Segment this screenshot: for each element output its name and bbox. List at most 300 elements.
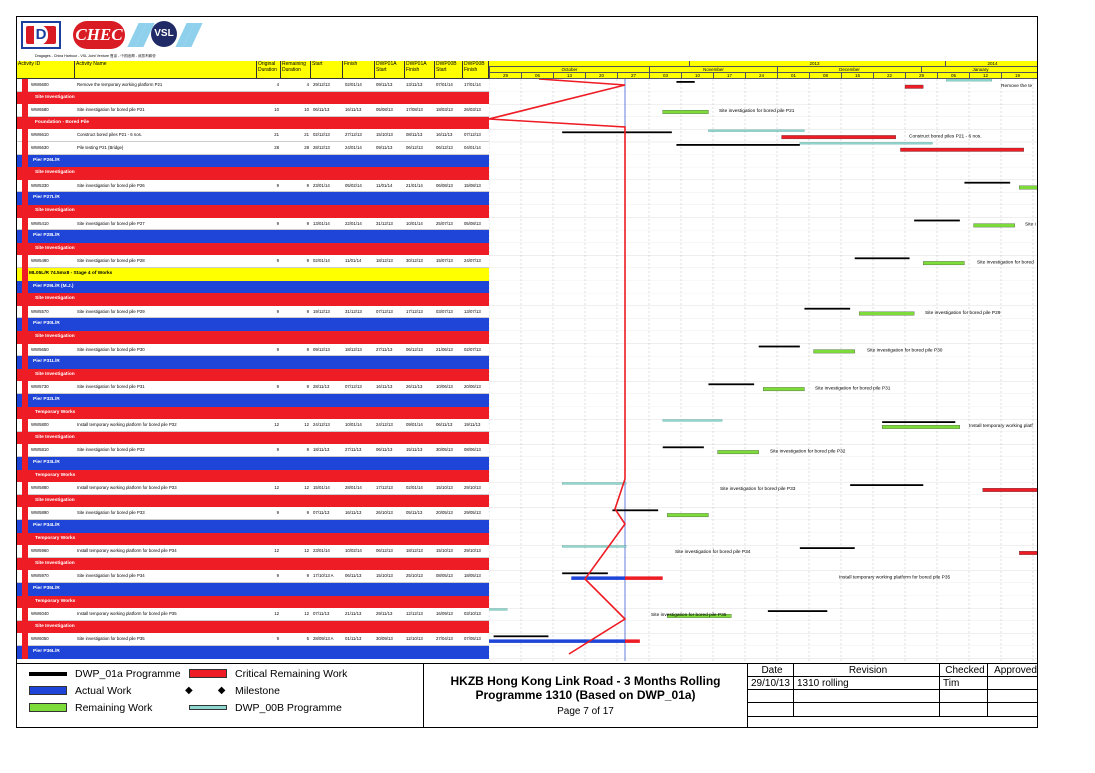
section-group-row: Temporary Works	[17, 407, 489, 420]
cell-start: 09/12/13	[313, 346, 330, 352]
cell-a-finish: 08/11/13	[406, 132, 423, 138]
cell-name: Site investigation for bored pile P28	[77, 258, 145, 264]
cell-a-start: 07/12/13	[376, 308, 393, 314]
activity-row	[17, 570, 489, 583]
cell-start: 07/11/13	[313, 510, 330, 516]
cell-start: 02/12/13	[313, 132, 330, 138]
activity-row	[17, 79, 489, 92]
cell-start: 06/11/13	[313, 107, 330, 113]
week-label: 24	[745, 73, 777, 79]
pier-group-row: Pier P28L/R	[17, 230, 489, 243]
cell-rd: 9	[306, 258, 309, 264]
cell-b-finish: 02/07/13	[464, 346, 481, 352]
activity-row	[17, 419, 489, 432]
cell-a-finish: 02/01/14	[406, 485, 423, 491]
bar-label: Site investigation for bored pile P34	[675, 550, 751, 556]
month-label: December	[777, 67, 921, 73]
gantt-bars	[489, 79, 1038, 661]
cell-rd: 10	[304, 107, 309, 113]
bar-label: Site investigation for bored pile P30	[867, 348, 943, 354]
cell-rd: 12	[304, 422, 309, 428]
legend-dwp01a: DWP_01a Programme	[75, 668, 181, 680]
band-bg	[489, 318, 1038, 331]
col-original-duration: Original Duration	[257, 61, 281, 79]
cell-id: WW5730	[31, 384, 49, 390]
cell-a-start: 31/12/13	[376, 220, 393, 226]
cell-a-start: 06/11/13	[376, 447, 393, 453]
cell-rd: 9	[306, 220, 309, 226]
section-group-row: Site Investigation	[17, 432, 489, 445]
activity-row	[17, 608, 489, 621]
rev-blank	[794, 690, 940, 703]
cell-rd: 9	[306, 573, 309, 579]
activity-row	[17, 255, 489, 268]
cell-name: Pile testing P21 (Bridge)	[77, 145, 124, 150]
activity-row	[17, 218, 489, 231]
remaining-bar	[763, 387, 804, 391]
cell-rd: 9	[306, 447, 309, 453]
cell-finish: 07/12/13	[345, 384, 362, 390]
dwp01a-bar	[804, 308, 850, 310]
cell-rd: 12	[304, 485, 309, 491]
cell-od: 9	[276, 573, 279, 579]
rev-blank	[748, 690, 794, 703]
rev-blank	[940, 703, 988, 717]
cell-start: 28/11/13	[313, 384, 330, 390]
band-bg	[489, 596, 1038, 609]
cell-od: 12	[274, 422, 279, 428]
col-dwp01a-finish: DWP01A Finish	[405, 61, 435, 79]
band-bg	[489, 230, 1038, 243]
cell-rd: 4	[306, 82, 309, 87]
cell-a-finish: 18/12/13	[406, 548, 423, 554]
page-number: Page 7 of 17	[557, 706, 614, 717]
cell-start: 19/12/13	[313, 308, 330, 314]
cell-name: Install temporary working platform for bored pile P32	[77, 422, 177, 428]
revision-table	[747, 664, 1038, 728]
bar-label: Install temporary working platf	[969, 424, 1033, 430]
cell-id: WW5810	[31, 447, 49, 453]
pier-group-row: Pier P29L/R (M.J.)	[17, 281, 489, 294]
section-group-row: Site Investigation	[17, 205, 489, 218]
cell-b-finish: 05/08/13	[464, 220, 481, 226]
remaining-bar	[923, 261, 964, 265]
band-bg	[489, 243, 1038, 256]
cell-b-start: 15/10/13	[436, 548, 453, 554]
cell-id: WW6600	[31, 82, 49, 87]
col-remaining-duration: Remaining Duration	[281, 61, 311, 79]
section-group-row: Temporary Works	[17, 533, 489, 546]
cell-id: WW6610	[31, 132, 49, 138]
activity-row	[17, 344, 489, 357]
cell-b-finish: 26/03/13	[464, 107, 481, 113]
vsl-logo: VSL	[133, 21, 199, 49]
cell-start: 17/10/13 A	[313, 573, 334, 579]
critical-bar	[983, 488, 1038, 492]
remaining-bar	[859, 312, 914, 316]
cell-b-start: 06/12/13	[436, 145, 453, 150]
section-group-row: Site Investigation	[17, 331, 489, 344]
activity-row	[17, 633, 489, 646]
col-activity-id: Activity ID	[17, 61, 75, 79]
cell-rd: 12	[304, 611, 309, 617]
band-bg	[489, 331, 1038, 344]
cell-finish: 24/01/14	[345, 145, 362, 150]
rev-header-checked: Checked	[940, 664, 988, 677]
cell-finish: 16/11/13	[345, 510, 362, 516]
activity-row	[17, 545, 489, 558]
cell-name: Construct bored piles P21 - 6 nos.	[77, 132, 142, 138]
actual-bar	[571, 576, 625, 580]
dwp00b-bar	[708, 130, 804, 132]
cell-id: WW5650	[31, 346, 49, 352]
section-group-row: Site Investigation	[17, 92, 489, 105]
legend-actual: Actual Work	[75, 685, 132, 697]
bar-label: Remove the te	[1001, 84, 1033, 89]
band-bg	[489, 167, 1038, 180]
cell-od: 12	[274, 548, 279, 554]
cell-b-start: 30/05/13	[436, 447, 453, 453]
week-label: 06	[521, 73, 553, 79]
bar-label: Site investigation for bored pile P29	[925, 310, 1001, 316]
cell-b-finish: 15/08/13	[464, 182, 481, 188]
cell-a-start: 17/12/13	[376, 485, 393, 491]
cell-finish: 16/11/13	[345, 107, 362, 113]
cell-od: 28	[274, 145, 279, 150]
activity-row	[17, 482, 489, 495]
legend-critical: Critical Remaining Work	[235, 668, 348, 680]
cell-b-start: 20/05/13	[436, 510, 453, 516]
cell-b-start: 21/06/13	[436, 346, 453, 352]
week-label: 13	[553, 73, 585, 79]
band-bg	[489, 495, 1038, 508]
cell-finish: 27/11/13	[345, 447, 362, 453]
pier-group-row: Pier P27L/R	[17, 192, 489, 205]
cell-start: 23/01/14	[313, 548, 330, 554]
cell-id: WW6050	[31, 636, 49, 642]
cell-b-start: 10/06/13	[436, 384, 453, 390]
critical-bar	[625, 576, 663, 580]
week-label: 03	[649, 73, 681, 79]
cell-a-start: 26/10/13	[376, 510, 393, 516]
cell-rd: 9	[306, 510, 309, 516]
dwp00b-bar	[663, 420, 722, 422]
dwp01a-bar	[494, 635, 549, 637]
cell-id: WW5960	[31, 548, 49, 554]
section-group-row: Site Investigation	[17, 621, 489, 634]
cell-id: WW5890	[31, 510, 49, 516]
bar-label: Site investigation for bored pile P31	[815, 386, 891, 392]
cell-finish: 06/11/13	[345, 573, 362, 579]
band-bg	[489, 583, 1038, 596]
legend-remaining: Remaining Work	[75, 702, 153, 714]
bar-label: Site investigation for bored pile P33	[720, 487, 796, 493]
cell-finish: 01/11/13	[345, 636, 362, 642]
dwp01a-bar	[562, 572, 608, 574]
pier-group-row: Pier P34L/R	[17, 520, 489, 533]
band-bg	[489, 394, 1038, 407]
bar-label: Site investigation for bored pile P32	[770, 449, 846, 455]
cell-rd: 28	[304, 145, 309, 150]
band-bg	[489, 621, 1038, 634]
week-label: 05	[937, 73, 969, 79]
cell-b-finish: 04/01/14	[464, 145, 481, 150]
week-label: 10	[681, 73, 713, 79]
cell-finish: 21/11/13	[345, 611, 362, 617]
section-group-row: Site Investigation	[17, 293, 489, 306]
cell-b-start: 27/04/13	[436, 636, 453, 642]
cell-a-start: 24/12/13	[376, 422, 393, 428]
cell-id: WW6040	[31, 611, 49, 617]
cell-finish: 28/01/14	[345, 485, 362, 491]
pier-group-row: Pier P33L/R	[17, 457, 489, 470]
dwp01a-bar	[914, 220, 960, 222]
cell-id: WW5570	[31, 308, 49, 314]
cell-b-finish: 19/11/13	[464, 422, 481, 428]
dwp01a-bar	[676, 81, 694, 83]
remaining-bar	[718, 450, 759, 454]
title-block	[423, 664, 747, 728]
pier-group-row: Pier P26L/R	[17, 155, 489, 168]
cell-od: 21	[274, 132, 279, 138]
section-group-row: Site Investigation	[17, 369, 489, 382]
remaining-bar	[974, 224, 1015, 228]
pier-group-row: Pier P30L/R	[17, 318, 489, 331]
cell-a-start: 09/11/13	[376, 82, 393, 87]
cell-start: 15/01/14	[313, 485, 330, 491]
cell-a-finish: 25/10/13	[406, 573, 423, 579]
remaining-bar	[1019, 186, 1038, 190]
cell-name: Site investigation for bored pile P34	[77, 573, 145, 579]
cell-od: 9	[276, 447, 279, 453]
cell-a-start: 27/11/13	[376, 346, 393, 352]
cell-a-start: 29/11/13	[376, 611, 393, 617]
cell-start: 28/12/13	[313, 145, 330, 150]
cell-a-finish: 06/12/13	[406, 145, 423, 150]
week-label: 17	[713, 73, 745, 79]
year-label: 2014	[945, 61, 1038, 67]
cell-name: Remove the temporary working platform P21	[77, 82, 163, 87]
col-dwp00b-start: DWP00B Start	[435, 61, 463, 79]
band-bg	[489, 432, 1038, 445]
week-label: 12	[969, 73, 1001, 79]
week-label: 19	[1001, 73, 1033, 79]
cell-b-start: 16/11/13	[436, 132, 453, 138]
cell-b-start: 06/08/13	[436, 182, 453, 188]
cell-finish: 11/01/14	[345, 258, 362, 264]
cell-a-start: 05/08/13	[376, 107, 393, 113]
week-label: 22	[873, 73, 905, 79]
chec-logo: CHEC	[73, 21, 125, 49]
cell-id: WW5410	[31, 220, 49, 226]
cell-name: Site investigation for bored pile P31	[77, 384, 145, 390]
cell-start: 28/09/13 A	[313, 636, 334, 642]
cell-name: Site investigation for bored pile P27	[77, 220, 145, 226]
cell-od: 9	[276, 308, 279, 314]
stage-group-row: ML05L/R 74.5mx8 - Stage 4 of Works	[17, 268, 489, 281]
cell-od: 9	[276, 346, 279, 352]
cell-b-finish: 24/07/13	[464, 258, 481, 264]
section-group-row: Site Investigation	[17, 558, 489, 571]
cell-a-start: 15/10/13	[376, 132, 393, 138]
band-bg	[489, 356, 1038, 369]
dwp01a-bar	[800, 547, 855, 549]
cell-id: WW5490	[31, 258, 49, 264]
cell-a-start: 11/01/14	[376, 182, 393, 188]
band-bg	[489, 155, 1038, 168]
cell-b-start: 08/05/13	[436, 573, 453, 579]
band-bg	[489, 558, 1038, 571]
cell-a-start: 09/11/13	[376, 145, 393, 150]
cell-a-finish: 12/12/13	[406, 611, 423, 617]
cell-start: 24/12/13	[313, 422, 330, 428]
band-bg	[489, 470, 1038, 483]
cell-b-start: 15/07/13	[436, 258, 453, 264]
activity-row	[17, 142, 489, 155]
dwp01a-bar	[759, 346, 800, 348]
rev-revision: 1310 rolling	[794, 677, 940, 690]
section-group-row: Foundation - Bored Pile	[17, 117, 489, 130]
dwp01a-bar	[882, 421, 955, 423]
dwp01a-bar	[663, 446, 704, 448]
activity-row	[17, 180, 489, 193]
cell-finish: 10/01/14	[345, 422, 362, 428]
activity-row	[17, 507, 489, 520]
rev-date: 29/10/13	[748, 677, 794, 690]
col-finish: Finish	[343, 61, 375, 79]
dwp00b-bar	[800, 143, 933, 145]
rev-blank	[988, 703, 1038, 717]
dwp01a-bar	[708, 383, 754, 385]
dwp01a-bar	[850, 484, 923, 486]
cell-od: 9	[276, 384, 279, 390]
cell-finish: 27/12/13	[345, 132, 362, 138]
cell-b-start: 07/01/14	[436, 82, 453, 87]
cell-start: 02/01/14	[313, 258, 330, 264]
cell-a-start: 30/09/13	[376, 636, 393, 642]
cell-b-finish: 29/05/13	[464, 510, 481, 516]
cell-name: Site investigation for bored pile P21	[77, 107, 145, 113]
cell-finish: 02/01/14	[345, 82, 362, 87]
cell-rd: 9	[306, 308, 309, 314]
col-dwp01a-start: DWP01A Start	[375, 61, 405, 79]
critical-edge-bar	[22, 79, 28, 659]
cell-a-finish: 12/10/13	[406, 636, 423, 642]
week-label: 20	[585, 73, 617, 79]
cell-a-finish: 09/01/14	[406, 422, 423, 428]
cell-od: 4	[276, 82, 279, 87]
col-dwp00b-finish: DWP00B Finish	[463, 61, 489, 79]
activity-row	[17, 104, 489, 117]
critical-bar	[1019, 551, 1038, 555]
joint-venture-text: Dragages - China Harbour - VSL Joint Venture 寶嘉 - 中國港灣 - 威勝利聯營	[35, 54, 156, 58]
dwp01a-bar	[855, 257, 910, 259]
week-label: 29	[489, 73, 521, 79]
band-bg	[489, 293, 1038, 306]
schedule-page	[16, 16, 1038, 728]
cell-b-start: 16/09/13	[436, 611, 453, 617]
cell-od: 9	[276, 220, 279, 226]
cell-start: 29/12/13	[313, 82, 330, 87]
cell-name: Install temporary working platform for bored pile P34	[77, 548, 177, 554]
cell-b-start: 18/03/13	[436, 107, 453, 113]
cell-a-finish: 21/01/14	[406, 182, 423, 188]
dwp01a-bar	[768, 610, 827, 612]
dwp00b-bar	[562, 546, 626, 548]
critical-bar	[905, 85, 923, 89]
rev-blank	[988, 690, 1038, 703]
cell-name: Site investigation for bored pile P35	[77, 636, 145, 642]
critical-bar	[900, 148, 1023, 152]
cell-finish: 18/12/13	[345, 346, 362, 352]
rev-header-revision: Revision	[794, 664, 940, 677]
bar-label: Site investigation for bored	[977, 260, 1034, 266]
cell-name: Site investigation for bored pile P32	[77, 447, 145, 453]
rev-approved	[988, 677, 1038, 690]
cell-a-finish: 30/12/13	[406, 258, 423, 264]
remaining-swatch	[29, 703, 67, 712]
cell-finish: 22/01/14	[345, 220, 362, 226]
cell-id: WW5330	[31, 182, 49, 188]
remaining-bar	[663, 110, 709, 114]
band-bg	[489, 192, 1038, 205]
cell-a-start: 18/12/13	[376, 258, 393, 264]
actual-bar	[489, 639, 625, 643]
cell-b-finish: 17/01/14	[464, 82, 481, 87]
cell-a-finish: 17/12/13	[406, 308, 423, 314]
critical-bar	[782, 135, 896, 139]
cell-finish: 05/02/14	[345, 182, 362, 188]
section-group-row: Site Investigation	[17, 495, 489, 508]
band-bg	[489, 281, 1038, 294]
section-group-row: Site Investigation	[17, 243, 489, 256]
cell-a-finish: 17/08/13	[406, 107, 423, 113]
dwp01a-bar	[562, 131, 672, 133]
cell-b-finish: 29/10/13	[464, 548, 481, 554]
gantt-chart	[489, 61, 1038, 661]
week-label: 27	[617, 73, 649, 79]
remaining-bar	[882, 425, 960, 429]
cell-b-finish: 13/07/13	[464, 308, 481, 314]
year-label: 2013	[689, 61, 939, 67]
band-bg	[489, 457, 1038, 470]
cell-b-finish: 18/05/13	[464, 573, 481, 579]
section-group-row: Temporary Works	[17, 470, 489, 483]
cell-od: 12	[274, 611, 279, 617]
rev-header-date: Date	[748, 664, 794, 677]
cell-a-start: 16/11/13	[376, 384, 393, 390]
cell-start: 07/11/13	[313, 611, 330, 617]
cell-a-finish: 13/11/13	[406, 82, 423, 87]
month-label: October	[489, 67, 649, 73]
cell-a-finish: 05/11/13	[406, 510, 423, 516]
cell-name: Site investigation for bored pile P30	[77, 346, 145, 352]
rev-header-approved: Approved	[988, 664, 1038, 677]
cell-b-finish: 03/10/13	[464, 611, 481, 617]
cell-id: WW5800	[31, 422, 49, 428]
cell-finish: 10/02/14	[345, 548, 362, 554]
legend-milestone: Milestone	[235, 685, 280, 697]
pier-group-row: Pier P36L/R	[17, 646, 489, 659]
month-label: January	[921, 67, 1038, 73]
bar-label: Construct bored piles P21 - 6 nos.	[909, 134, 982, 140]
cell-od: 10	[274, 107, 279, 113]
cell-name: Site investigation for bored pile P29	[77, 308, 145, 314]
cell-a-start: 15/10/13	[376, 573, 393, 579]
bar-label: Site investigation for bored pile P35	[651, 613, 727, 619]
dwp01a-bar	[964, 182, 1010, 184]
band-bg	[489, 369, 1038, 382]
